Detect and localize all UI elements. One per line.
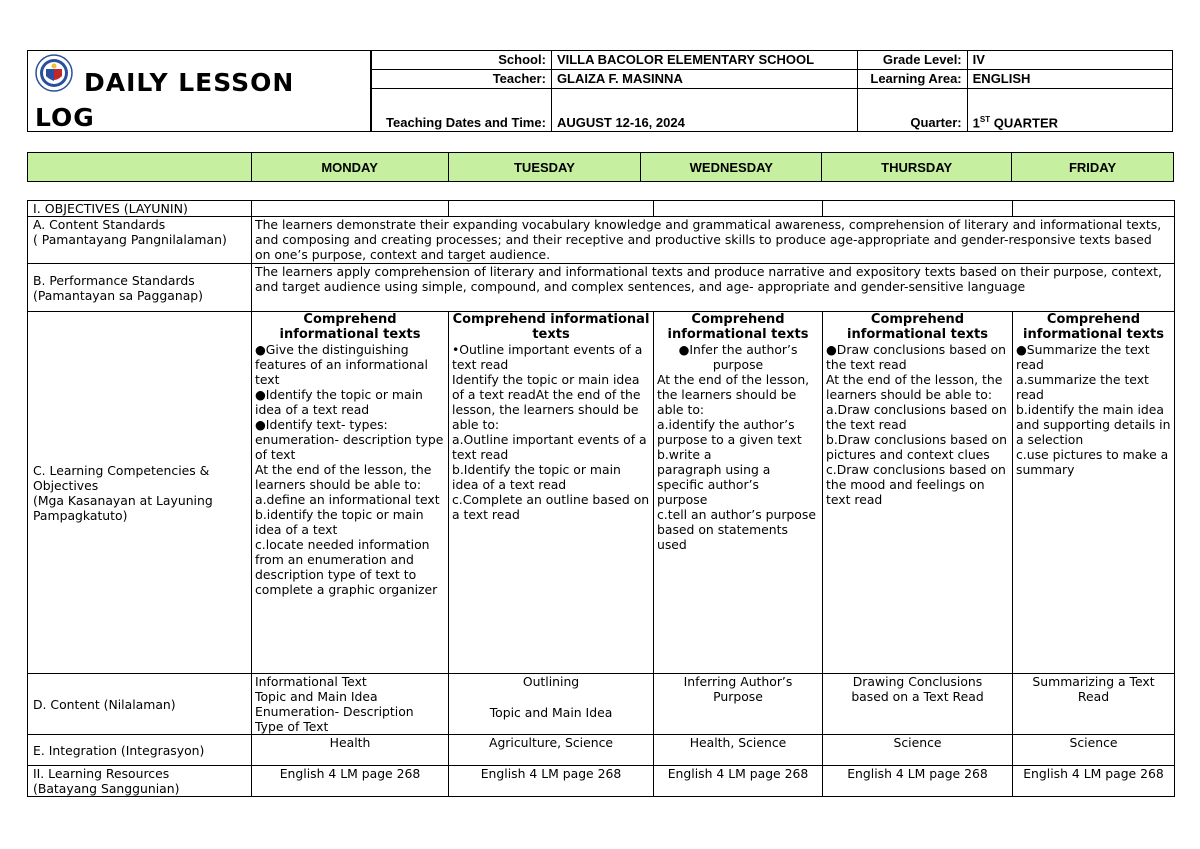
dates-label: Teaching Dates and Time: [372,89,552,132]
quarter-label: Quarter: [857,89,967,132]
grade-label: Grade Level: [857,51,967,70]
competencies-wednesday-intro: ●Infer the author’s purpose [678,342,798,372]
content-label: D. Content (Nilalaman) [28,674,252,735]
teacher-label: Teacher: [372,70,552,89]
competency-heading: Comprehend informational texts [846,312,988,342]
content-tuesday-line1: Outlining [522,674,580,689]
page-title-line2: LOG [35,103,95,132]
content-wednesday: Inferring Author’s Purpose [654,674,823,735]
competencies-tuesday-text: •Outline important events of a text read Identify the topic or main idea of a text readAt the end of the lesson, the learners should be able to: a.Outline important events of a text read b.Identify the topic or main idea of a text read c.Complete an outline based on a text read [452,342,650,522]
quarter-text: QUARTER [990,115,1058,130]
competencies-thursday [823,312,1013,674]
competency-heading: Comprehend informational texts [279,312,421,342]
content-row [28,674,1175,735]
integration-monday: Health [252,735,449,766]
competencies-friday [1013,312,1175,674]
competencies-label: C. Learning Competencies & Objectives (Mga Kasanayan at Layuning Pampagkatuto) [28,312,252,674]
empty-cell [654,201,823,217]
content-standards-row [28,217,1175,264]
competency-heading: Comprehend informational texts [452,312,650,342]
content-friday: Summarizing a Text Read [1013,674,1175,735]
competencies-friday-text: ●Summarize the text read a.summarize the text read b.identify the main idea and supporting details in a selection c.use pictures to make a summary [1016,342,1171,477]
performance-standards-row [28,264,1175,312]
integration-label: E. Integration (Integrasyon) [28,735,252,766]
resources-tuesday: English 4 LM page 268 [449,766,654,797]
competencies-monday-text: ●Give the distinguishing features of an informational text ●Identify the topic or main idea of a text read ●Identify text- types: enumeration- description type of text At the end of the lesson, the learners should be able to: a.define an informational text b.identify the topic or main idea of a text c.locate needed information from an enumeration and description type of text to complete a graphic organizer [255,342,444,597]
content-standards-text: The learners demonstrate their expanding vocabulary knowledge and grammatical awareness, comprehension of literary and informational texts, and composing and creating processes; and their receptive and productive skills to produce age-appropriate and gender-responsive texts based on one’s purpose, context and target audience. [252,217,1175,264]
header-info-table [371,50,1173,132]
integration-row [28,735,1175,766]
day-thursday: THURSDAY [822,153,1012,182]
day-header-bar [27,152,1174,182]
day-friday: FRIDAY [1012,153,1174,182]
quarter-suffix: ST [979,114,991,124]
school-label: School: [372,51,552,70]
teacher-value: GLAIZA F. MASINNA [551,70,857,89]
content-thursday: Drawing Conclusions based on a Text Read [823,674,1013,735]
area-value: ENGLISH [967,70,1172,89]
competencies-tuesday [449,312,654,674]
grade-value: IV [967,51,1172,70]
deped-seal-icon [35,54,73,92]
day-monday: MONDAY [251,153,448,182]
competencies-wednesday [654,312,823,674]
day-wednesday: WEDNESDAY [641,153,822,182]
lesson-table [27,200,1175,797]
integration-tuesday: Agriculture, Science [449,735,654,766]
area-label: Learning Area: [857,70,967,89]
empty-cell [252,201,449,217]
resources-label: II. Learning Resources (Batayang Sanggunian) [28,766,252,797]
quarter-value [967,89,1172,132]
content-tuesday [449,674,654,735]
performance-standards-text: The learners apply comprehension of literary and informational texts and produce narrative and expository texts based on their purpose, context, and target audience using simple, compound, and complex sentences, and age- appropriate and gender-sensitive language [252,264,1175,312]
content-monday: Informational Text Topic and Main Idea Enumeration- Description Type of Text [252,674,449,735]
objectives-row [28,201,1175,217]
competencies-wednesday-text: At the end of the lesson, the learners should be able to: a.identify the author’s purpose to a given text b.write a paragraph using a specific author’s purpose c.tell an author’s purpose based on statements used [657,372,816,552]
day-blank-cell [28,153,252,182]
empty-cell [823,201,1013,217]
quarter-number: 1 [972,115,980,130]
competency-heading: Comprehend informational texts [667,312,809,342]
resources-thursday: English 4 LM page 268 [823,766,1013,797]
resources-wednesday: English 4 LM page 268 [654,766,823,797]
competencies-thursday-text: ●Draw conclusions based on the text read At the end of the lesson, the learners should be able to: a.Draw conclusions based on the text read b.Draw conclusions based on pictures and context clues c.Draw conclusions based on the mood and feelings on text read [826,342,1007,507]
performance-standards-label: B. Performance Standards (Pamantayan sa Pagganap) [28,264,252,312]
integration-wednesday: Health, Science [654,735,823,766]
school-value: VILLA BACOLOR ELEMENTARY SCHOOL [551,51,857,70]
integration-thursday: Science [823,735,1013,766]
resources-friday: English 4 LM page 268 [1013,766,1175,797]
empty-cell [449,201,654,217]
day-tuesday: TUESDAY [448,153,641,182]
objectives-heading: I. OBJECTIVES (LAYUNIN) [28,201,252,217]
integration-friday: Science [1013,735,1175,766]
empty-cell [1013,201,1175,217]
competency-heading: Comprehend informational texts [1022,312,1164,342]
page-title-line1: DAILY LESSON [84,68,295,97]
content-standards-label: A. Content Standards ( Pamantayang Pangnilalaman) [28,217,252,264]
content-tuesday-line2: Topic and Main Idea [489,705,613,720]
competencies-row [28,312,1175,674]
dates-value: AUGUST 12-16, 2024 [551,89,857,132]
resources-row [28,766,1175,797]
competencies-monday [252,312,449,674]
resources-monday: English 4 LM page 268 [252,766,449,797]
